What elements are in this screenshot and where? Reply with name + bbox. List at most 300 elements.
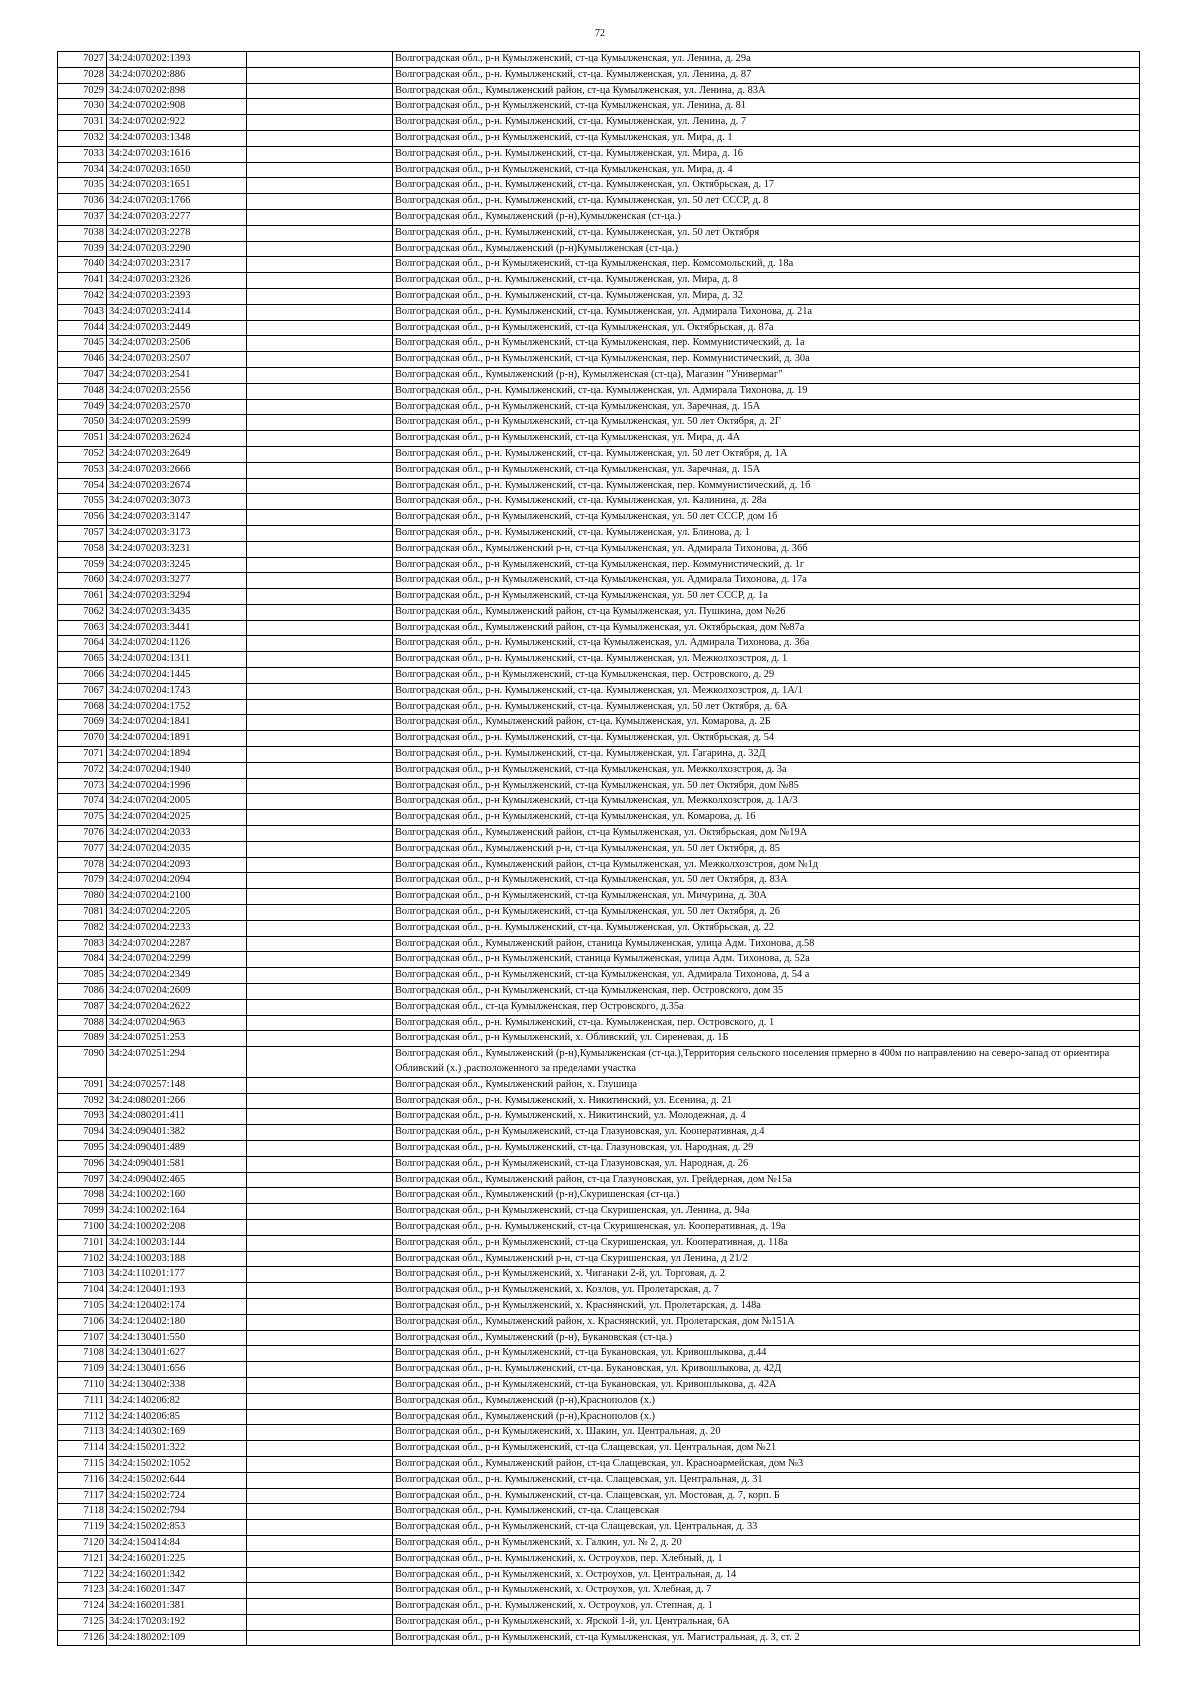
address-cell: Волгоградская обл., р-н Кумылженский, ст-ца Кумылженская, ул. Ленина, д. 29а [393,52,1140,68]
row-number-cell: 7100 [58,1219,107,1235]
empty-cell [247,1488,393,1504]
empty-cell [247,1630,393,1646]
row-number-cell: 7088 [58,1015,107,1031]
empty-cell [247,1298,393,1314]
cadastral-number-cell: 34:24:070203:2506 [107,336,247,352]
empty-cell [247,762,393,778]
cadastral-number-cell: 34:24:070203:2277 [107,209,247,225]
address-cell: Волгоградская обл., Кумылженский район, ст-ца Слащевская, ул. Красноармейская, дом №3 [393,1456,1140,1472]
address-cell: Волгоградская обл., р-н Кумылженский, ст-ца Кумылженская, ул. 50 лет СССР, д. 1а [393,589,1140,605]
row-number-cell: 7061 [58,589,107,605]
row-number-cell: 7076 [58,826,107,842]
row-number-cell: 7112 [58,1409,107,1425]
address-cell: Волгоградская обл., ст-ца Кумылженская, пер Островского, д.35а [393,999,1140,1015]
cadastral-number-cell: 34:24:070204:2033 [107,826,247,842]
address-cell: Волгоградская обл., Кумылженский район, ст-ца Глазуновская, ул. Грейдерная, дом №15а [393,1172,1140,1188]
address-cell: Волгоградская обл., р-н Кумылженский, ст-ца Кумылженская, ул. Межколхозстроя, д. 1А/3 [393,794,1140,810]
row-number-cell: 7121 [58,1551,107,1567]
address-cell: Волгоградская обл., Кумылженский (р-н), Букановская (ст-ца.) [393,1330,1140,1346]
table-row [58,99,1140,115]
cadastral-number-cell: 34:24:070203:1766 [107,194,247,210]
empty-cell [247,715,393,731]
row-number-cell: 7103 [58,1267,107,1283]
table-row [58,525,1140,541]
address-cell: Волгоградская обл., Кумылженский (р-н),Краснополов (х.) [393,1409,1140,1425]
address-cell: Волгоградская обл., р-н Кумылженский, ст-ца Кумылженская, ул. 50 лет Октября, д. 26 [393,905,1140,921]
cadastral-number-cell: 34:24:070204:2233 [107,920,247,936]
empty-cell [247,1219,393,1235]
table-row [58,1393,1140,1409]
address-cell: Волгоградская обл., р-н Кумылженский, ст-ца Кумылженская, ул. Заречная, д. 15А [393,462,1140,478]
address-cell: Волгоградская обл., р-н Кумылженский, ст-ца Кумылженская, ул. Магистральная, д. 3, ст. 2 [393,1630,1140,1646]
table-row [58,668,1140,684]
address-cell: Волгоградская обл., р-н Кумылженский, ст-ца Кумылженская, ул. Заречная, д. 15А [393,399,1140,415]
cadastral-number-cell: 34:24:070203:1348 [107,130,247,146]
row-number-cell: 7045 [58,336,107,352]
empty-cell [247,984,393,1000]
empty-cell [247,589,393,605]
table-row [58,557,1140,573]
address-cell: Волгоградская обл., р-н Кумылженский, ст-ца Кумылженская, ул. Адмирала Тихонова, д. 17а [393,573,1140,589]
cadastral-number-cell: 34:24:070203:2556 [107,383,247,399]
address-cell: Волгоградская обл., р-н. Кумылженский, ст-ца Скуришенская, ул. Кооперативная, д. 19а [393,1219,1140,1235]
address-cell: Волгоградская обл., р-н Кумылженский, х. Козлов, ул. Пролетарская, д. 7 [393,1283,1140,1299]
row-number-cell: 7039 [58,241,107,257]
cadastral-number-cell: 34:24:070204:2299 [107,952,247,968]
table-row [58,968,1140,984]
cadastral-number-cell: 34:24:070203:2326 [107,273,247,289]
cadastral-number-cell: 34:24:070203:3173 [107,525,247,541]
cadastral-number-cell: 34:24:070204:1841 [107,715,247,731]
cadastral-number-cell: 34:24:070202:886 [107,67,247,83]
table-row [58,1093,1140,1109]
address-cell: Волгоградская обл., р-н Кумылженский, х. Обливский, ул. Сиреневая, д. 1Б [393,1031,1140,1047]
row-number-cell: 7057 [58,525,107,541]
address-cell: Волгоградская обл., р-н. Кумылженский, ст-ца. Кумылженская, ул. Октябрьская, д. 54 [393,731,1140,747]
row-number-cell: 7118 [58,1504,107,1520]
table-row [58,589,1140,605]
table-row [58,857,1140,873]
empty-cell [247,115,393,131]
table-row [58,778,1140,794]
row-number-cell: 7085 [58,968,107,984]
cadastral-number-cell: 34:24:070203:2541 [107,367,247,383]
row-number-cell: 7102 [58,1251,107,1267]
table-row [58,415,1140,431]
row-number-cell: 7098 [58,1188,107,1204]
table-row [58,873,1140,889]
address-cell: Волгоградская обл., р-н Кумылженский, станица Кумылженская, улица Адм. Тихонова, д. 52а [393,952,1140,968]
cadastral-number-cell: 34:24:070203:1651 [107,178,247,194]
table-row [58,178,1140,194]
table-row [58,999,1140,1015]
row-number-cell: 7051 [58,431,107,447]
cadastral-number-cell: 34:24:070204:2287 [107,936,247,952]
address-cell: Волгоградская обл., р-н Кумылженский, ст-ца Кумылженская, ул. Комарова, д. 16 [393,810,1140,826]
row-number-cell: 7105 [58,1298,107,1314]
table-row [58,273,1140,289]
address-cell: Волгоградская обл., р-н Кумылженский, ст-ца Кумылженская, ул. Мира, д. 1 [393,130,1140,146]
cadastral-number-cell: 34:24:130401:656 [107,1362,247,1378]
row-number-cell: 7064 [58,636,107,652]
empty-cell [247,1109,393,1125]
address-cell: Волгоградская обл., Кумылженский (р-н),Кумылженская (ст-ца.) [393,209,1140,225]
empty-cell [247,1172,393,1188]
empty-cell [247,1393,393,1409]
row-number-cell: 7033 [58,146,107,162]
empty-cell [247,162,393,178]
address-cell: Волгоградская обл., р-н Кумылженский, ст-ца Скуришенская, ул. Кооперативная, д. 118а [393,1235,1140,1251]
empty-cell [247,462,393,478]
cadastral-number-cell: 34:24:160201:381 [107,1599,247,1615]
cadastral-number-cell: 34:24:090402:465 [107,1172,247,1188]
table-row [58,462,1140,478]
cadastral-number-cell: 34:24:070204:1445 [107,668,247,684]
cadastral-number-cell: 34:24:160201:342 [107,1567,247,1583]
row-number-cell: 7046 [58,352,107,368]
empty-cell [247,936,393,952]
empty-cell [247,209,393,225]
address-cell: Волгоградская обл., р-н Кумылженский, ст-ца Кумылженская, ул. Октябрьская, д. 87а [393,320,1140,336]
empty-cell [247,1425,393,1441]
cadastral-number-cell: 34:24:070204:2005 [107,794,247,810]
address-cell: Волгоградская обл., р-н. Кумылженский, х. Никитинский, ул. Есенина, д. 21 [393,1093,1140,1109]
table-row [58,478,1140,494]
cadastral-number-cell: 34:24:070202:908 [107,99,247,115]
row-number-cell: 7060 [58,573,107,589]
cadastral-number-cell: 34:24:180202:109 [107,1630,247,1646]
table-row [58,984,1140,1000]
table-row [58,399,1140,415]
empty-cell [247,1235,393,1251]
empty-cell [247,1614,393,1630]
table-row [58,367,1140,383]
table-row [58,1614,1140,1630]
address-cell: Волгоградская обл., р-н Кумылженский, ст-ца Букановская, ул. Кривошлыкова, д. 42А [393,1377,1140,1393]
table-row [58,952,1140,968]
empty-cell [247,1535,393,1551]
table-row [58,1488,1140,1504]
table-row [58,510,1140,526]
table-row [58,146,1140,162]
row-number-cell: 7031 [58,115,107,131]
empty-cell [247,1251,393,1267]
cadastral-number-cell: 34:24:120402:174 [107,1298,247,1314]
cadastral-number-cell: 34:24:100203:188 [107,1251,247,1267]
table-row [58,1172,1140,1188]
address-cell: Волгоградская обл., р-н Кумылженский, х. Шакин, ул. Центральная, д. 20 [393,1425,1140,1441]
row-number-cell: 7091 [58,1077,107,1093]
address-cell: Волгоградская обл., р-н. Кумылженский, ст-ца. Кумылженская, ул. Калинина, д. 28а [393,494,1140,510]
table-row [58,1156,1140,1172]
empty-cell [247,1567,393,1583]
table-row [58,304,1140,320]
cadastral-number-cell: 34:24:150202:644 [107,1472,247,1488]
empty-cell [247,399,393,415]
row-number-cell: 7108 [58,1346,107,1362]
address-cell: Волгоградская обл., Кумылженский (р-н),Краснополов (х.) [393,1393,1140,1409]
address-cell: Волгоградская обл., р-н Кумылженский, ст-ца Кумылженская, ул. Мира, д. 4 [393,162,1140,178]
cadastral-number-cell: 34:24:070204:1996 [107,778,247,794]
empty-cell [247,889,393,905]
cadastral-number-cell: 34:24:070203:3231 [107,541,247,557]
table-row [58,794,1140,810]
table-row [58,747,1140,763]
empty-cell [247,573,393,589]
row-number-cell: 7050 [58,415,107,431]
row-number-cell: 7126 [58,1630,107,1646]
row-number-cell: 7096 [58,1156,107,1172]
cadastral-number-cell: 34:24:070203:2290 [107,241,247,257]
table-row [58,1140,1140,1156]
table-row [58,1630,1140,1646]
address-cell: Волгоградская обл., Кумылженский район, х. Глушица [393,1077,1140,1093]
table-row [58,636,1140,652]
empty-cell [247,1283,393,1299]
cadastral-number-cell: 34:24:070204:2093 [107,857,247,873]
address-cell: Волгоградская обл., р-н. Кумылженский, ст-ца. Кумылженская, ул. Межколхозстроя, д. 1 [393,652,1140,668]
row-number-cell: 7070 [58,731,107,747]
address-cell: Волгоградская обл., р-н Кумылженский, х. Остроухов, ул. Центральная, д. 14 [393,1567,1140,1583]
row-number-cell: 7117 [58,1488,107,1504]
row-number-cell: 7041 [58,273,107,289]
row-number-cell: 7079 [58,873,107,889]
row-number-cell: 7038 [58,225,107,241]
empty-cell [247,1156,393,1172]
address-cell: Волгоградская обл., Кумылженский р-н, ст-ца Кумылженская, ул. 50 лет Октября, д. 85 [393,841,1140,857]
row-number-cell: 7068 [58,699,107,715]
cadastral-number-cell: 34:24:070202:1393 [107,52,247,68]
row-number-cell: 7074 [58,794,107,810]
empty-cell [247,920,393,936]
empty-cell [247,1409,393,1425]
row-number-cell: 7054 [58,478,107,494]
table-row [58,194,1140,210]
cadastral-number-cell: 34:24:070202:898 [107,83,247,99]
table-row [58,683,1140,699]
address-cell: Волгоградская обл., р-н. Кумылженский, ст-ца. Кумылженская, пер. Коммунистический, д. 1б [393,478,1140,494]
address-cell: Волгоградская обл., р-н. Кумылженский, ст-ца. Кумылженская, ул. Октябрьская, д. 17 [393,178,1140,194]
row-number-cell: 7110 [58,1377,107,1393]
cadastral-number-cell: 34:24:070204:1752 [107,699,247,715]
address-cell: Волгоградская обл., р-н Кумылженский, ст-ца Кумылженская, ул. 50 лет Октября, д. 83А [393,873,1140,889]
row-number-cell: 7052 [58,446,107,462]
empty-cell [247,1551,393,1567]
table-row [58,1047,1140,1078]
cadastral-number-cell: 34:24:130401:627 [107,1346,247,1362]
row-number-cell: 7072 [58,762,107,778]
row-number-cell: 7084 [58,952,107,968]
row-number-cell: 7087 [58,999,107,1015]
cadastral-number-cell: 34:24:070203:2317 [107,257,247,273]
table-row [58,826,1140,842]
row-number-cell: 7036 [58,194,107,210]
empty-cell [247,446,393,462]
table-row [58,320,1140,336]
address-cell: Волгоградская обл., р-н. Кумылженский, ст-ца. Кумылженская, ул. Ленина, д. 7 [393,115,1140,131]
row-number-cell: 7059 [58,557,107,573]
cadastral-number-cell: 34:24:070204:2094 [107,873,247,889]
row-number-cell: 7122 [58,1567,107,1583]
empty-cell [247,336,393,352]
address-cell: Волгоградская обл., Кумылженский (р-н)Кумылженская (ст-ца.) [393,241,1140,257]
table-row [58,1377,1140,1393]
cadastral-number-cell: 34:24:090401:382 [107,1125,247,1141]
table-row [58,1456,1140,1472]
empty-cell [247,431,393,447]
table-row [58,620,1140,636]
address-cell: Волгоградская обл., р-н Кумылженский, ст-ца Кумылженская, ул. Ленина, д. 81 [393,99,1140,115]
empty-cell [247,1204,393,1220]
address-cell: Волгоградская обл., р-н. Кумылженский, ст-ца. Кумылженская, ул. 50 лет Октября [393,225,1140,241]
empty-cell [247,857,393,873]
row-number-cell: 7119 [58,1520,107,1536]
cadastral-number-cell: 34:24:070203:3294 [107,589,247,605]
table-row [58,1362,1140,1378]
cadastral-number-cell: 34:24:160201:225 [107,1551,247,1567]
cadastral-number-cell: 34:24:130402:338 [107,1377,247,1393]
table-row [58,1599,1140,1615]
table-row [58,1314,1140,1330]
registry-table [57,51,1140,1646]
row-number-cell: 7086 [58,984,107,1000]
cadastral-number-cell: 34:24:080201:266 [107,1093,247,1109]
table-row [58,1235,1140,1251]
page-number: 72 [595,28,605,39]
row-number-cell: 7089 [58,1031,107,1047]
table-row [58,225,1140,241]
address-cell: Волгоградская обл., р-н. Кумылженский, ст-ца. Кумылженская, ул. Гагарина, д. 32Д [393,747,1140,763]
empty-cell [247,1472,393,1488]
row-number-cell: 7077 [58,841,107,857]
empty-cell [247,67,393,83]
address-cell: Волгоградская обл., р-н Кумылженский, ст-ца Скуришенская, ул. Ленина, д. 94а [393,1204,1140,1220]
cadastral-number-cell: 34:24:070204:1311 [107,652,247,668]
table-row [58,1267,1140,1283]
cadastral-number-cell: 34:24:100203:144 [107,1235,247,1251]
cadastral-number-cell: 34:24:070203:3147 [107,510,247,526]
empty-cell [247,415,393,431]
address-cell: Волгоградская обл., р-н Кумылженский, ст-ца Букановская, ул. Кривошлыкова, д.44 [393,1346,1140,1362]
empty-cell [247,367,393,383]
address-cell: Волгоградская обл., Кумылженский район, ст-ца Кумылженская, ул. Пушкина, дом №26 [393,604,1140,620]
empty-cell [247,1047,393,1078]
address-cell: Волгоградская обл., Кумылженский р-н, ст-ца Скуришенская, ул Ленина, д 21/2 [393,1251,1140,1267]
table-row [58,889,1140,905]
cadastral-number-cell: 34:24:070203:1650 [107,162,247,178]
cadastral-number-cell: 34:24:150202:853 [107,1520,247,1536]
cadastral-number-cell: 34:24:070204:2349 [107,968,247,984]
table-row [58,1219,1140,1235]
cadastral-number-cell: 34:24:070203:2414 [107,304,247,320]
empty-cell [247,1314,393,1330]
row-number-cell: 7066 [58,668,107,684]
row-number-cell: 7062 [58,604,107,620]
row-number-cell: 7043 [58,304,107,320]
registry-table-body [58,52,1140,1646]
address-cell: Волгоградская обл., р-н Кумылженский, ст-ца Кумылженская, пер. Островского, д. 29 [393,668,1140,684]
cadastral-number-cell: 34:24:070204:2609 [107,984,247,1000]
cadastral-number-cell: 34:24:070203:2649 [107,446,247,462]
row-number-cell: 7058 [58,541,107,557]
table-row [58,1583,1140,1599]
empty-cell [247,999,393,1015]
row-number-cell: 7125 [58,1614,107,1630]
cadastral-number-cell: 34:24:070204:2100 [107,889,247,905]
cadastral-number-cell: 34:24:070204:963 [107,1015,247,1031]
cadastral-number-cell: 34:24:150202:724 [107,1488,247,1504]
empty-cell [247,130,393,146]
address-cell: Волгоградская обл., р-н. Кумылженский, ст-ца. Букановская, ул. Кривошлыкова, д. 42Д [393,1362,1140,1378]
table-row [58,1204,1140,1220]
row-number-cell: 7027 [58,52,107,68]
cadastral-number-cell: 34:24:070203:2278 [107,225,247,241]
address-cell: Волгоградская обл., Кумылженский (р-н), Кумылженская (ст-ца), Магазин "Универмаг" [393,367,1140,383]
cadastral-number-cell: 34:24:070203:2449 [107,320,247,336]
address-cell: Волгоградская обл., р-н. Кумылженский, ст-ца Кумылженская, ул. Адмирала Тихонова, д. 36а [393,636,1140,652]
empty-cell [247,968,393,984]
row-number-cell: 7114 [58,1441,107,1457]
empty-cell [247,52,393,68]
address-cell: Волгоградская обл., р-н. Кумылженский, ст-ца. Кумылженская, ул. Блинова, д. 1 [393,525,1140,541]
cadastral-number-cell: 34:24:110201:177 [107,1267,247,1283]
row-number-cell: 7083 [58,936,107,952]
row-number-cell: 7111 [58,1393,107,1409]
address-cell: Волгоградская обл., р-н. Кумылженский, ст-ца. Кумылженская, ул. 50 лет Октября, д. 6А [393,699,1140,715]
empty-cell [247,1015,393,1031]
cadastral-number-cell: 34:24:070204:1894 [107,747,247,763]
row-number-cell: 7107 [58,1330,107,1346]
cadastral-number-cell: 34:24:070204:1940 [107,762,247,778]
table-row [58,810,1140,826]
empty-cell [247,810,393,826]
address-cell: Волгоградская обл., р-н. Кумылженский, ст-ца. Глазуновская, ул. Народная, д. 29 [393,1140,1140,1156]
address-cell: Волгоградская обл., р-н Кумылженский, х. Краснянский, ул. Пролетарская, д. 148а [393,1298,1140,1314]
empty-cell [247,494,393,510]
address-cell: Волгоградская обл., р-н. Кумылженский, ст-ца. Кумылженская, ул. Адмирала Тихонова, д. 21а [393,304,1140,320]
row-number-cell: 7044 [58,320,107,336]
table-row [58,431,1140,447]
row-number-cell: 7037 [58,209,107,225]
empty-cell [247,1267,393,1283]
table-row [58,1298,1140,1314]
cadastral-number-cell: 34:24:150202:1052 [107,1456,247,1472]
row-number-cell: 7029 [58,83,107,99]
row-number-cell: 7094 [58,1125,107,1141]
cadastral-number-cell: 34:24:140206:85 [107,1409,247,1425]
row-number-cell: 7109 [58,1362,107,1378]
address-cell: Волгоградская обл., Кумылженский район, ст-ца Кумылженская, ул. Межколхозстроя, дом №1д [393,857,1140,873]
address-cell: Волгоградская обл., р-н. Кумылженский, ст-ца. Слащевская [393,1504,1140,1520]
empty-cell [247,1330,393,1346]
empty-cell [247,905,393,921]
table-row [58,920,1140,936]
cadastral-number-cell: 34:24:070204:2205 [107,905,247,921]
empty-cell [247,1093,393,1109]
address-cell: Волгоградская обл., р-н Кумылженский, ст-ца Кумылженская, пер. Коммунистический, д. 30а [393,352,1140,368]
empty-cell [247,604,393,620]
empty-cell [247,826,393,842]
cadastral-number-cell: 34:24:150201:322 [107,1441,247,1457]
empty-cell [247,1456,393,1472]
table-row [58,83,1140,99]
cadastral-number-cell: 34:24:070203:2507 [107,352,247,368]
row-number-cell: 7035 [58,178,107,194]
empty-cell [247,1520,393,1536]
address-cell: Волгоградская обл., р-н. Кумылженский, ст-ца. Кумылженская, ул. 50 лет СССР, д. 8 [393,194,1140,210]
row-number-cell: 7080 [58,889,107,905]
cadastral-number-cell: 34:24:120402:180 [107,1314,247,1330]
